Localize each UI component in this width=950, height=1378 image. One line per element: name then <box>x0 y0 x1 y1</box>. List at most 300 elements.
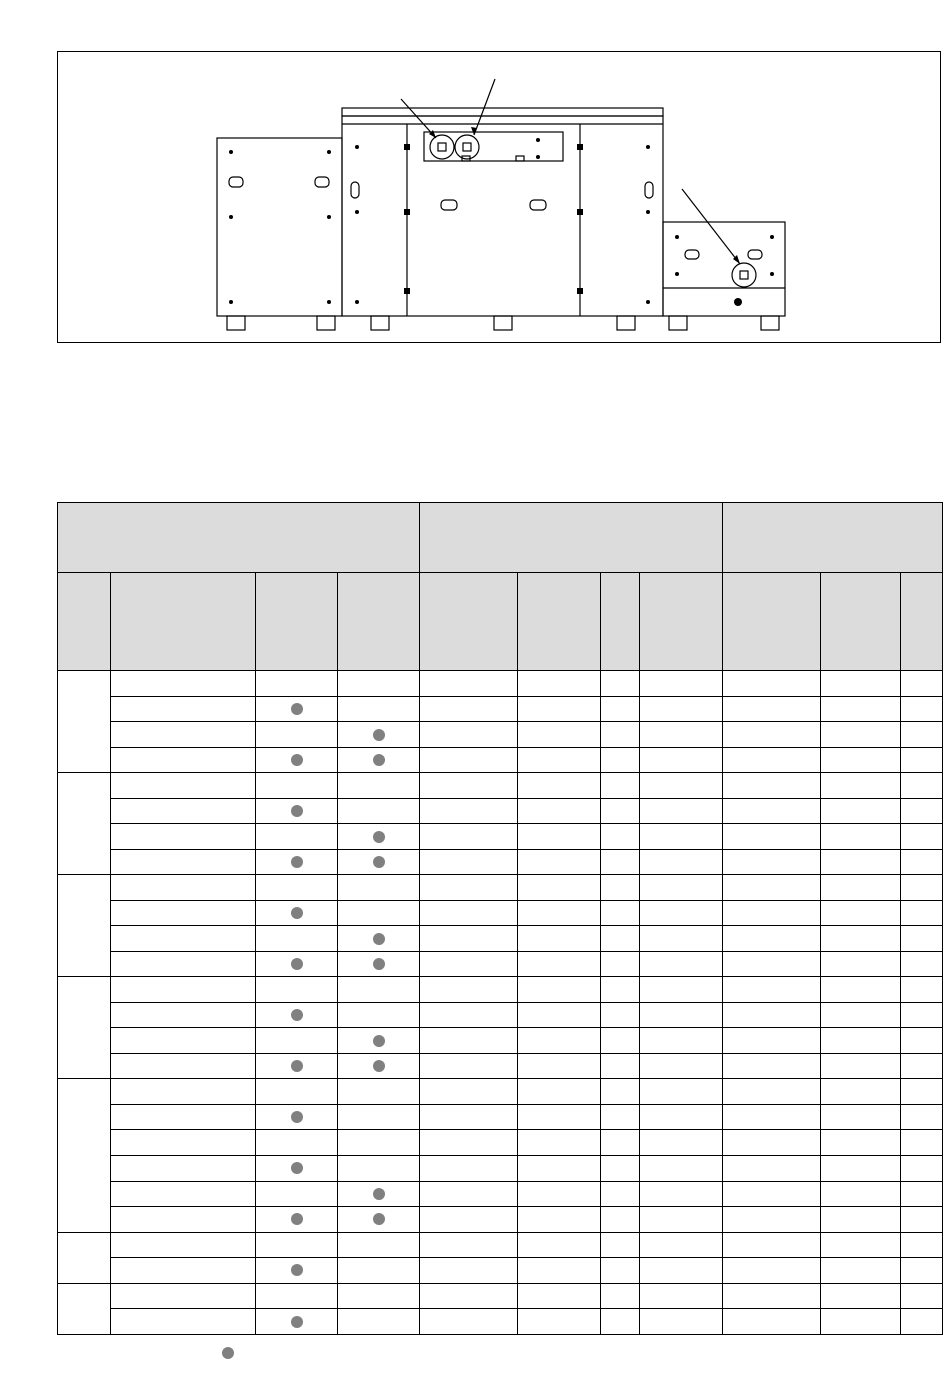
table-cell <box>420 747 518 773</box>
table-cell <box>821 1002 901 1028</box>
table-cell <box>256 977 338 1003</box>
machine-front-view-figure <box>57 51 941 343</box>
header-row-top <box>58 503 943 573</box>
table-cell <box>256 1079 338 1105</box>
table-cell <box>338 1181 420 1207</box>
table-cell <box>601 1028 640 1054</box>
right-cabinet <box>663 222 785 316</box>
table-cell <box>256 1130 338 1156</box>
table-cell <box>723 1309 821 1335</box>
table-cell <box>821 849 901 875</box>
header-group-3 <box>723 503 943 573</box>
table-cell <box>111 926 256 952</box>
table-cell <box>640 1258 723 1284</box>
table-cell <box>723 977 821 1003</box>
table-cell <box>518 1053 601 1079</box>
legend-option-dot <box>222 1347 234 1359</box>
table-row <box>58 1053 943 1079</box>
table-cell <box>821 926 901 952</box>
table-cell <box>111 1079 256 1105</box>
table-cell <box>111 747 256 773</box>
table-cell <box>338 696 420 722</box>
table-cell <box>723 1232 821 1258</box>
table-cell <box>518 824 601 850</box>
option-dot-icon <box>291 907 303 919</box>
table-cell <box>821 1232 901 1258</box>
table-cell <box>640 1207 723 1233</box>
table-cell <box>256 798 338 824</box>
table-cell <box>420 1079 518 1105</box>
group-label-cell <box>58 1079 111 1232</box>
table-cell <box>821 1283 901 1309</box>
table-cell <box>111 798 256 824</box>
table-cell <box>111 1028 256 1054</box>
table-cell <box>723 773 821 799</box>
table-cell <box>901 824 943 850</box>
table-cell <box>821 1155 901 1181</box>
header-row-sub <box>58 573 943 671</box>
connector-circle-1 <box>430 135 454 159</box>
table-cell <box>256 1155 338 1181</box>
table-cell <box>640 722 723 748</box>
table-cell <box>518 1130 601 1156</box>
table-cell <box>723 1053 821 1079</box>
table-cell <box>640 696 723 722</box>
header-group-2 <box>420 503 723 573</box>
table-cell <box>111 951 256 977</box>
table-cell <box>338 824 420 850</box>
option-dot-icon <box>373 1213 385 1225</box>
table-cell <box>723 747 821 773</box>
table-cell <box>640 1232 723 1258</box>
table-row <box>58 798 943 824</box>
table-row <box>58 1232 943 1258</box>
table-cell <box>640 951 723 977</box>
table-cell <box>338 1053 420 1079</box>
header-cell <box>420 573 518 671</box>
table-cell <box>256 849 338 875</box>
option-dot-icon <box>373 856 385 868</box>
table-cell <box>420 1232 518 1258</box>
table-cell <box>256 875 338 901</box>
table-cell <box>901 1207 943 1233</box>
table-body <box>58 503 943 1335</box>
table-cell <box>338 875 420 901</box>
machine-drawing <box>58 52 942 344</box>
table-cell <box>338 1232 420 1258</box>
table-cell <box>338 1207 420 1233</box>
table-cell <box>518 849 601 875</box>
table-cell <box>256 1207 338 1233</box>
table-cell <box>338 747 420 773</box>
option-dot-icon <box>291 1060 303 1072</box>
table-cell <box>821 722 901 748</box>
table-cell <box>256 747 338 773</box>
table-cell <box>723 1155 821 1181</box>
table-cell <box>518 951 601 977</box>
table-cell <box>111 696 256 722</box>
table-row <box>58 977 943 1003</box>
table-row <box>58 875 943 901</box>
table-cell <box>420 849 518 875</box>
table-cell <box>338 798 420 824</box>
table-cell <box>601 951 640 977</box>
table-cell <box>601 1002 640 1028</box>
table-cell <box>338 1104 420 1130</box>
table-cell <box>640 747 723 773</box>
group-label-cell <box>58 1283 111 1334</box>
option-dot-icon <box>373 831 385 843</box>
specification-table <box>57 502 943 1335</box>
table-cell <box>256 1053 338 1079</box>
option-dot-icon <box>291 1009 303 1021</box>
table-cell <box>338 977 420 1003</box>
table-cell <box>723 1002 821 1028</box>
table-cell <box>723 824 821 850</box>
table-cell <box>901 1028 943 1054</box>
table-cell <box>821 1309 901 1335</box>
table-cell <box>338 951 420 977</box>
table-cell <box>518 773 601 799</box>
table-row <box>58 1283 943 1309</box>
table-row <box>58 696 943 722</box>
table-row <box>58 1207 943 1233</box>
table-cell <box>518 1155 601 1181</box>
table-cell <box>723 849 821 875</box>
table-cell <box>111 671 256 697</box>
table-cell <box>256 926 338 952</box>
table-cell <box>601 1232 640 1258</box>
table-cell <box>723 696 821 722</box>
table-cell <box>901 875 943 901</box>
table-cell <box>518 977 601 1003</box>
table-cell <box>723 1181 821 1207</box>
table-cell <box>256 671 338 697</box>
table-cell <box>723 1130 821 1156</box>
group-label-cell <box>58 671 111 773</box>
table-cell <box>518 1181 601 1207</box>
table-row <box>58 747 943 773</box>
table-cell <box>338 773 420 799</box>
table-cell <box>256 824 338 850</box>
table-row <box>58 1079 943 1105</box>
group-label-cell <box>58 1232 111 1283</box>
table-cell <box>821 1028 901 1054</box>
table-cell <box>601 1181 640 1207</box>
header-cell <box>256 573 338 671</box>
table-cell <box>601 824 640 850</box>
table-cell <box>901 977 943 1003</box>
table-cell <box>338 1130 420 1156</box>
table-cell <box>338 900 420 926</box>
table-cell <box>821 1130 901 1156</box>
table-cell <box>821 1104 901 1130</box>
table-cell <box>640 1028 723 1054</box>
table-cell <box>640 926 723 952</box>
table-cell <box>256 1283 338 1309</box>
table-cell <box>420 1130 518 1156</box>
option-dot-icon <box>373 1188 385 1200</box>
table-cell <box>338 1309 420 1335</box>
table-cell <box>111 1053 256 1079</box>
table-cell <box>601 696 640 722</box>
table-cell <box>640 1079 723 1105</box>
table-cell <box>723 875 821 901</box>
option-dot-icon <box>373 933 385 945</box>
table-cell <box>723 798 821 824</box>
table-cell <box>821 773 901 799</box>
table-cell <box>901 722 943 748</box>
table-cell <box>111 1283 256 1309</box>
option-dot-icon <box>373 1060 385 1072</box>
table-cell <box>420 1181 518 1207</box>
table-cell <box>256 1002 338 1028</box>
table-cell <box>640 1155 723 1181</box>
option-dot-icon <box>373 958 385 970</box>
table-cell <box>821 1258 901 1284</box>
option-dot-icon <box>291 1264 303 1276</box>
table-cell <box>111 1130 256 1156</box>
table-cell <box>420 1309 518 1335</box>
table-cell <box>640 900 723 926</box>
table-cell <box>111 900 256 926</box>
table-row <box>58 1309 943 1335</box>
table-cell <box>420 1155 518 1181</box>
table-cell <box>420 875 518 901</box>
table-cell <box>111 977 256 1003</box>
table-cell <box>601 1104 640 1130</box>
control-panel <box>424 132 563 161</box>
table-cell <box>640 1309 723 1335</box>
table-cell <box>601 798 640 824</box>
table-cell <box>901 747 943 773</box>
table-cell <box>601 926 640 952</box>
table-cell <box>723 951 821 977</box>
table-cell <box>518 1283 601 1309</box>
table-cell <box>256 1232 338 1258</box>
table-cell <box>640 798 723 824</box>
table-cell <box>256 696 338 722</box>
table-cell <box>256 951 338 977</box>
table-cell <box>640 1283 723 1309</box>
table-cell <box>821 1207 901 1233</box>
table-cell <box>601 1053 640 1079</box>
table-cell <box>518 798 601 824</box>
table-cell <box>640 1053 723 1079</box>
table-cell <box>821 798 901 824</box>
table-cell <box>420 1002 518 1028</box>
option-dot-icon <box>291 703 303 715</box>
table-row <box>58 1002 943 1028</box>
option-dot-icon <box>291 1316 303 1328</box>
table-cell <box>821 824 901 850</box>
table-cell <box>518 1207 601 1233</box>
table-row <box>58 722 943 748</box>
table-cell <box>901 1104 943 1130</box>
option-dot-icon <box>291 1111 303 1123</box>
table-cell <box>901 1283 943 1309</box>
table-row <box>58 671 943 697</box>
table-cell <box>901 1079 943 1105</box>
table-cell <box>640 977 723 1003</box>
table-cell <box>601 849 640 875</box>
table-cell <box>338 1155 420 1181</box>
table-cell <box>420 1028 518 1054</box>
table-cell <box>601 1079 640 1105</box>
table-cell <box>420 900 518 926</box>
header-cell <box>58 573 111 671</box>
table-cell <box>518 1104 601 1130</box>
option-dot-icon <box>291 856 303 868</box>
table-cell <box>420 1053 518 1079</box>
table-cell <box>901 900 943 926</box>
table-cell <box>256 1104 338 1130</box>
table-cell <box>601 900 640 926</box>
table-cell <box>640 849 723 875</box>
table-cell <box>338 1283 420 1309</box>
table-cell <box>640 1104 723 1130</box>
header-cell <box>723 573 821 671</box>
table-cell <box>420 824 518 850</box>
table-cell <box>601 773 640 799</box>
option-dot-icon <box>373 1035 385 1047</box>
table-cell <box>901 1002 943 1028</box>
table-cell <box>256 900 338 926</box>
table-cell <box>901 798 943 824</box>
table-cell <box>601 671 640 697</box>
table-cell <box>256 722 338 748</box>
table-cell <box>901 773 943 799</box>
top-rail <box>342 108 663 116</box>
table-row <box>58 1104 943 1130</box>
table-cell <box>723 1028 821 1054</box>
table-cell <box>901 1130 943 1156</box>
table-cell <box>420 977 518 1003</box>
table-cell <box>518 671 601 697</box>
connector-circle-3 <box>732 263 756 287</box>
table-row <box>58 1130 943 1156</box>
table-row <box>58 1155 943 1181</box>
table-cell <box>901 1053 943 1079</box>
table-cell <box>901 1155 943 1181</box>
header-cell <box>901 573 943 671</box>
table-cell <box>821 875 901 901</box>
connector-circle-2 <box>455 135 479 159</box>
table-cell <box>601 1207 640 1233</box>
table-cell <box>601 747 640 773</box>
table-cell <box>420 1207 518 1233</box>
table-cell <box>256 773 338 799</box>
option-dot-icon <box>373 729 385 741</box>
table-cell <box>901 1309 943 1335</box>
table-cell <box>601 875 640 901</box>
table-cell <box>723 722 821 748</box>
header-cell <box>601 573 640 671</box>
table-cell <box>111 1104 256 1130</box>
table-cell <box>901 1232 943 1258</box>
header-cell <box>821 573 901 671</box>
table-cell <box>821 696 901 722</box>
table-cell <box>640 773 723 799</box>
table-row <box>58 951 943 977</box>
table-cell <box>338 926 420 952</box>
main-cabinet <box>342 116 663 316</box>
table-cell <box>338 1258 420 1284</box>
table-cell <box>518 875 601 901</box>
table-cell <box>901 951 943 977</box>
table-cell <box>723 926 821 952</box>
table-row <box>58 926 943 952</box>
table-cell <box>821 977 901 1003</box>
table-row <box>58 1181 943 1207</box>
table-cell <box>111 1309 256 1335</box>
table-row <box>58 824 943 850</box>
header-cell <box>640 573 723 671</box>
table-cell <box>723 1207 821 1233</box>
table-cell <box>901 849 943 875</box>
table-cell <box>601 722 640 748</box>
group-label-cell <box>58 977 111 1079</box>
table-cell <box>901 1258 943 1284</box>
table-cell <box>821 1079 901 1105</box>
table-cell <box>601 977 640 1003</box>
table-cell <box>338 671 420 697</box>
table-cell <box>821 747 901 773</box>
table-cell <box>821 1181 901 1207</box>
table-cell <box>420 951 518 977</box>
table-cell <box>601 1130 640 1156</box>
table-cell <box>723 900 821 926</box>
table-cell <box>640 824 723 850</box>
table-cell <box>518 696 601 722</box>
option-dot-icon <box>291 805 303 817</box>
table-cell <box>111 1181 256 1207</box>
table-cell <box>723 1079 821 1105</box>
table-cell <box>518 1232 601 1258</box>
table-row <box>58 1258 943 1284</box>
table-cell <box>111 875 256 901</box>
header-cell <box>338 573 420 671</box>
table-cell <box>518 926 601 952</box>
table-row <box>58 849 943 875</box>
table-cell <box>723 1283 821 1309</box>
table-cell <box>518 1258 601 1284</box>
table-cell <box>518 900 601 926</box>
table-cell <box>640 875 723 901</box>
table-cell <box>111 849 256 875</box>
table-cell <box>420 798 518 824</box>
table-cell <box>640 1002 723 1028</box>
table-cell <box>518 1028 601 1054</box>
table-cell <box>601 1309 640 1335</box>
table-cell <box>338 1002 420 1028</box>
table-cell <box>420 773 518 799</box>
table-cell <box>420 722 518 748</box>
header-cell <box>111 573 256 671</box>
table-cell <box>256 1258 338 1284</box>
table-cell <box>518 1079 601 1105</box>
table-cell <box>420 1104 518 1130</box>
header-cell <box>518 573 601 671</box>
table-cell <box>518 1309 601 1335</box>
table-cell <box>338 849 420 875</box>
table-cell <box>518 722 601 748</box>
table-cell <box>111 773 256 799</box>
table-cell <box>901 1181 943 1207</box>
group-label-cell <box>58 773 111 875</box>
table-cell <box>601 1155 640 1181</box>
table-cell <box>723 1258 821 1284</box>
